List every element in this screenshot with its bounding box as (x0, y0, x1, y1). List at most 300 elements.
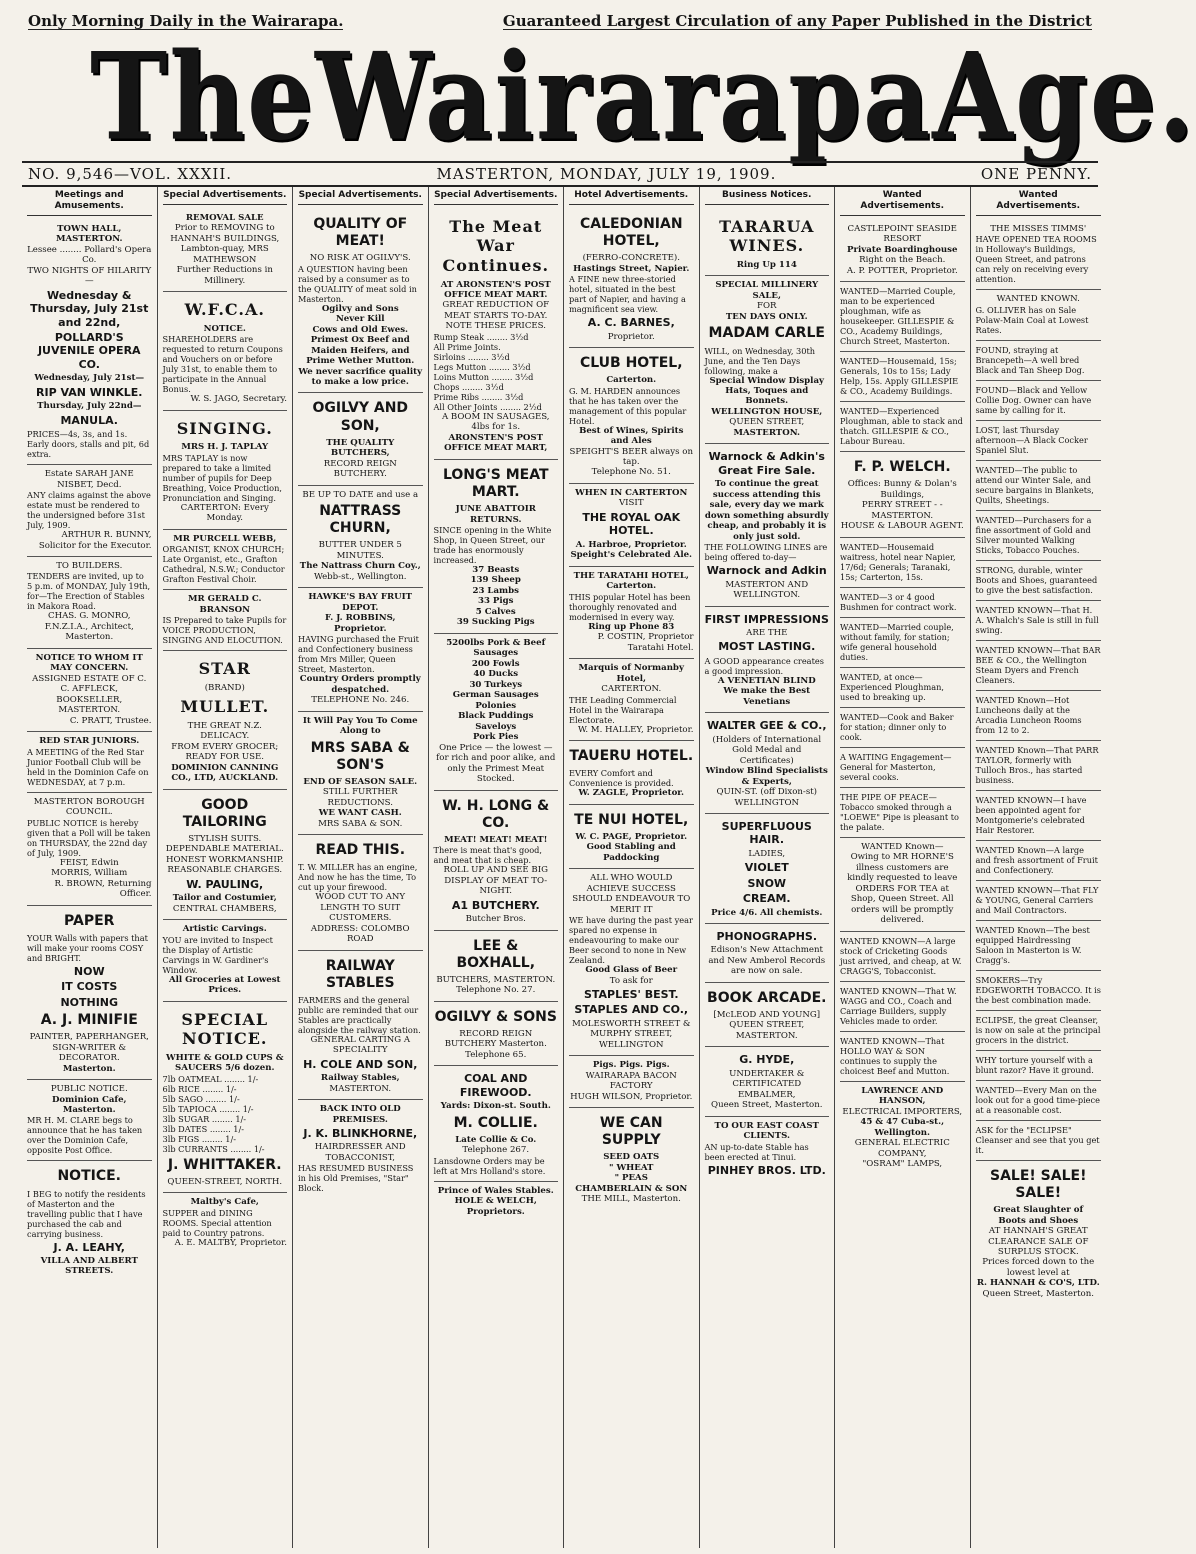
ad-line: Hastings Street, Napier. (573, 263, 690, 274)
ad-line: WOOD CUT TO ANY LENGTH TO SUIT CUSTOMERS. (315, 892, 406, 924)
ad-wanted (840, 588, 965, 618)
ad-line: Speight's Celebrated Ale. (570, 550, 693, 561)
ad-line: QUEEN-STREET, NORTH. (167, 1176, 283, 1187)
ad-line: ARONSTEN'S POST OFFICE MEAT MART, (444, 432, 548, 454)
ad-wanted (976, 341, 1102, 381)
ad-text: Prior to REMOVING to HANNAH'S BUILDINGS, Lambton-quay, MRS MATHEWSON (170, 223, 280, 265)
ad-line: Prices forced down to the lowest level at (982, 1257, 1095, 1278)
ad-text: WANTED Known—Hot Luncheons daily at the Arcadia Luncheon Rooms from 12 to 2. (975, 694, 1082, 735)
ad-line: Further Reductions in Millinery. (176, 265, 273, 286)
ad-line: SNOW (747, 876, 787, 890)
ad-line: F. J. ROBBINS, Proprietor. (324, 613, 396, 634)
ad-line: GENERAL ELECTRIC COMPANY, (854, 1138, 950, 1159)
ad-mrs-saba (298, 712, 423, 836)
ad-line: Proprietor. (607, 331, 655, 342)
list-item: 37 Beasts (472, 565, 520, 575)
ad-line: Ring Up 114 (736, 260, 797, 270)
ad-line: Good Stabling and Paddocking (586, 842, 676, 863)
ad-text: WANTED—Housemaid waitress, hotel near Napier, 17/6d; Generals; Taranaki, 15s; Carterton, 15s. (840, 541, 956, 582)
list-item: " WHEAT (609, 1162, 654, 1173)
ad-line: Prime Wether Mutton. (306, 356, 415, 367)
ad-heading: TOWN HALL, MASTERTON. (55, 223, 123, 245)
ad-signature: C. PRATT, Trustee. (69, 715, 152, 726)
ad-line: WE WANT CASH. (318, 808, 402, 819)
list-item: " PEAS (614, 1173, 648, 1184)
ad-line: RECORD REIGN BUTCHERY Masterton. (444, 1028, 547, 1050)
ad-line: Lansdowne Orders may be left at Mrs Holland's store. (433, 1155, 546, 1176)
ad-text: FOUND—Black and Yellow Collie Dog. Owner can have same by calling for it. (975, 384, 1092, 415)
ad-line: MASTERTON AND WELLINGTON. (725, 579, 809, 601)
ad-heading: WANTED KNOWN. (996, 294, 1080, 305)
ad-line: HAIRDRESSER AND TOBACCONIST, (314, 1142, 406, 1163)
ad-wanted (840, 708, 965, 748)
ad-heading: THE MISSES TIMMS' (990, 223, 1087, 234)
price-item: 3lb DATES ........ 1/- (162, 1123, 245, 1134)
ad-text: AN up-to-date Stable has been erected at Tinui. (704, 1141, 809, 1162)
ad-text: WANTED KNOWN—That BAR BEE & CO., the Wellington Steam Dyers and French Cleaners. (975, 644, 1101, 685)
ad-heading: STAR (198, 659, 251, 679)
ad-line: Special Window Display (709, 375, 825, 386)
ad-heading: NOTICE. (57, 1168, 122, 1185)
ad-line: Window Blind Specialists & Experts, (705, 766, 828, 787)
ad-line: Queen Street, Masterton. (711, 1100, 823, 1111)
ad-line: PAINTER, PAPERHANGER, SIGN-WRITER & DECORATOR. (29, 1032, 149, 1064)
ad-line: WELLINGTON HOUSE, (711, 406, 823, 417)
ad-line: 200 Fowls (471, 658, 520, 669)
ad-line: H. COLE AND SON, (303, 1057, 418, 1071)
ad-to-builders (27, 557, 152, 649)
ad-text: HAVING purchased the Fruit and Confectionery business from Mrs Miller, Queen Street, Masterton. (298, 634, 419, 675)
ad-line: JUNE ABATTOIR RETURNS. (455, 504, 536, 525)
ad-heading: PAPER (64, 912, 115, 929)
ad-line: TEN DAYS ONLY. (725, 311, 808, 322)
ad-heading: Artistic Carvings. (182, 924, 267, 935)
ad-text: MR H. M. CLARE begs to announce that he has taken over the Dominion Cafe, opposite Post Office. (27, 1115, 143, 1156)
ad-text: SMOKERS—Try EDGEWORTH TOBACCO. It is the best combination made. (975, 974, 1101, 1005)
ad-millinery-sale (705, 276, 830, 444)
ad-line: SPEIGHT'S BEER always on tap. (569, 446, 694, 467)
column-2 (158, 187, 294, 1548)
price-item: Sirloins ........ 3½d (433, 351, 510, 362)
ad-line: THE MILL, Masterton. (581, 1194, 681, 1205)
ad-line: TWO NIGHTS OF HILARITY— (27, 265, 152, 287)
ad-wanted (976, 421, 1102, 461)
ad-line: MANULA. (60, 413, 118, 427)
columns (22, 187, 1106, 1548)
ad-text: I BEG to notify the residents of Masterton and the travelling public that I have purchased the cab and carrying business. (27, 1188, 146, 1239)
ad-line: Boots and Shoes (998, 1215, 1079, 1226)
price-item: 5lb TAPIOCA ........ 1/- (162, 1103, 254, 1114)
ad-line: Saveloys (475, 721, 517, 732)
ad-line: To continue the great success attending this sale, every day we mark down something absurdly cheap, and probably it is only just sold. (704, 479, 829, 542)
ad-text: TENDERS are invited, up to 5 p.m. of MONDAY, July 19th, for—The Erection of Stables in Makora Road. (27, 571, 151, 612)
price-item: Rump Steak ........ 3½d (433, 331, 529, 342)
ad-line: ADDRESS: COLOMBO ROAD (310, 923, 410, 945)
ad-heading: Pigs. Pigs. Pigs. (592, 1060, 670, 1071)
ad-coal-firewood (434, 1066, 559, 1181)
ad-line: Best of Wines, Spirits and Ales (579, 425, 684, 447)
ad-line: QUEEN STREET, MASTERTON. (729, 1020, 805, 1041)
ad-first-impressions (705, 607, 830, 714)
ad-line: Never Kill (335, 314, 385, 325)
ad-purcell-webb (163, 530, 288, 590)
ad-text: A QUESTION having been raised by a consumer as to the QUALITY of meat sold in Masterton. (298, 263, 417, 304)
ad-line: WELLINGTON (598, 1039, 664, 1050)
ad-line: QUEEN STREET, (729, 417, 805, 428)
ad-mr-horne (840, 838, 965, 932)
ad-wanted (840, 932, 965, 982)
ad-ogilvy-and-son (298, 393, 423, 485)
title-word-wairarapa: Wairarapa (315, 25, 933, 167)
price-item: All Prime Joints. (433, 341, 501, 352)
ad-line: CARTERTON. (601, 684, 662, 695)
ad-line: A. P. POTTER, Proprietor. (846, 265, 958, 276)
issue-date: MASTERTON, MONDAY, JULY 19, 1909. (436, 165, 777, 183)
column-4 (429, 187, 565, 1548)
ad-text: WILL, on Wednesday, 30th June, and the Ten Days following, make a (704, 345, 816, 376)
ad-line: NOTHING (60, 995, 119, 1009)
ad-heading: Estate SARAH JANE NISBET, Decd. (44, 469, 134, 490)
ad-wanted (976, 881, 1102, 921)
column-1 (22, 187, 158, 1548)
ad-line: VIOLET (744, 861, 789, 875)
ad-line: J. K. BLINKHORNE, (303, 1127, 418, 1141)
ad-heading: SINGING. (176, 418, 273, 438)
ad-line: GENERAL CARTING A SPECIALITY (310, 1034, 411, 1056)
ad-line: UNDERTAKER & CERTIFICATED EMBALMER, (729, 1068, 805, 1100)
ad-text: ORGANIST, KNOX CHURCH; Late Organist, etc., Grafton Cathedral, N.S.W.; Conductor Grafton Festival Choir. (162, 544, 285, 585)
ad-wanted (976, 971, 1102, 1011)
price-item: Legs Mutton ........ 3½d (433, 361, 531, 372)
ad-signature: CHAS. G. MONRO, F.N.Z.I.A., Architect, Masterton. (44, 611, 134, 643)
ad-wanted (976, 1051, 1102, 1081)
ad-line: THE ROYAL OAK HOTEL. (582, 510, 681, 538)
ad-text: WANTED KNOWN—That HOLLO WAY & SON continues to supply the choicest Beef and Mutton. (840, 1035, 950, 1076)
ad-text: WANTED—Married couple, without family, for station; wife general household duties. (840, 621, 954, 662)
ad-line: Telephone No. 27. (456, 985, 536, 996)
ad-notice-concern (27, 649, 152, 732)
ad-text: WANTED KNOWN—A large stock of Cricketing Goods just arrived, and cheap, at W. CRAGG'S, Tobacconist. (840, 935, 962, 976)
column-heading: Wanted Advertisements. (976, 187, 1102, 216)
ad-wanted (976, 921, 1102, 971)
ad-text: SUPPER and DINING ROOMS. Special attention paid to Country patrons. (162, 1207, 272, 1238)
ad-line: BUTTER UNDER 5 MINUTES. (318, 540, 402, 561)
ad-line: Telephone 65. (465, 1049, 527, 1060)
ad-heading: WHEN IN CARTERTON (575, 487, 688, 498)
ad-superfluous-hair (705, 814, 830, 924)
price-item: 3lb SUGAR ........ 1/- (162, 1113, 247, 1124)
ad-text: WANTED Known—A large and fresh assortment of Fruit and Confectionery. (975, 844, 1098, 875)
ad-pipe-of-peace (840, 788, 965, 838)
ad-wanted (840, 282, 965, 352)
ad-line: VILLA AND ALBERT STREETS. (40, 1255, 138, 1277)
list-item: 23 Lambs (472, 585, 519, 596)
ad-text: SINCE opening in the White Shop, in Queen Street, our trade has enormously increased. (433, 525, 552, 565)
ad-wanted (976, 1121, 1102, 1161)
ad-text: HAVE OPENED TEA ROOMS in Holloway's Buildings, Queen Street, and patrons can rely on receiving every attention. (975, 234, 1097, 285)
ad-wanted (840, 1032, 965, 1082)
ad-heading: W. H. LONG & CO. (442, 797, 550, 831)
ad-good-tailoring (163, 790, 288, 920)
ad-line: A. Harbroe, Proprietor. (575, 539, 687, 550)
ad-line: MASTERTON. (733, 427, 800, 438)
ad-line: [McLEOD AND YOUNG] (713, 1009, 821, 1020)
ad-text: HAS RESUMED BUSINESS in his Old Premises, "Star" Block. (298, 1163, 414, 1194)
ad-text: T. W. MILLER has an engine, And now he has the time, To cut up your firewood. (298, 862, 418, 893)
ad-text: WANTED, at once—Experienced Ploughman, used to breaking up. (840, 671, 944, 702)
ad-wanted (976, 1081, 1102, 1121)
issue-number: NO. 9,546—VOL. XXXII. (28, 165, 233, 183)
ad-heading: LONG'S MEAT MART. (442, 466, 549, 500)
column-heading: Special Advertisements. (163, 187, 288, 205)
ad-text: A WAITING Engagement—General for Masterton, several cooks. (840, 751, 952, 782)
ad-text: ASK for the "ECLIPSE" Cleanser and see that you get it. (975, 1124, 1100, 1155)
ad-railway-stables (298, 951, 423, 1101)
ad-line: MORRIS, William (51, 868, 128, 879)
tagline-left: Only Morning Daily in the Wairarapa. (28, 12, 344, 30)
ad-heading: SPECIAL NOTICE. (181, 1009, 269, 1049)
ad-text: ASSIGNED ESTATE OF C. C. AFFLECK, BOOKSELLER, MASTERTON. (32, 673, 147, 716)
ad-line: 5200lbs Pork & Beef Sausages (446, 637, 546, 659)
price-item: 7lb OATMEAL ........ 1/- (162, 1073, 259, 1084)
ad-ogilvy-sons (434, 1002, 559, 1067)
ad-line: A BOOM IN SAUSAGES, 4lbs for 1s. (441, 411, 550, 433)
ad-special-notice (163, 1002, 288, 1194)
ad-line: PINHEY BROS. LTD. (707, 1163, 826, 1177)
tagline-right: Guaranteed Largest Circulation of any Paper Published in the District (502, 12, 1092, 30)
ad-line: M. COLLIE. (453, 1114, 538, 1131)
ad-text: WANTED—3 or 4 good Bushmen for contract work. (840, 591, 957, 612)
ad-wanted (976, 511, 1102, 561)
ad-heading: NOTICE TO WHOM IT MAY CONCERN. (35, 652, 143, 674)
column-heading: Hotel Advertisements. (569, 187, 694, 205)
ad-line: The Nattrass Churn Coy., (299, 561, 421, 572)
ad-heading: THE TARATAHI HOTEL, Carterton. (573, 570, 689, 592)
ad-text: WANTED—The public to attend our Winter Sale, and secure bargains in Blankets, Quilts, Sheetings. (975, 464, 1094, 505)
ad-wanted (976, 841, 1102, 881)
ad-line: 40 Ducks (473, 669, 519, 680)
ad-text: PUBLIC NOTICE is hereby given that a Poll will be taken on THURSDAY, the 22nd day of July, 1909. (27, 817, 151, 858)
ad-heading: F. P. WELCH. (853, 459, 951, 476)
ad-text: G. OLLIVER has on Sale Polaw-Main Coal at Lowest Rates. (975, 304, 1089, 335)
ad-line: Butcher Bros. (465, 914, 526, 925)
list-item: 33 Pigs (477, 596, 514, 607)
ad-heading: CASTLEPOINT SEASIDE RESORT (847, 223, 957, 245)
ad-line: Great Slaughter of (993, 1205, 1084, 1216)
ad-nattrass-churn (298, 486, 423, 589)
ad-artistic-carvings (163, 920, 288, 1001)
ad-line: Pork Pies (473, 732, 519, 743)
ad-seed-oats (569, 1108, 694, 1210)
ad-heading: TAUERU HOTEL. (569, 748, 694, 765)
ad-line: Right on the Beach. (859, 255, 946, 266)
ad-line: A. J. MINIFIE (40, 1012, 138, 1029)
dateline (22, 161, 1098, 187)
ad-quality-of-meat (298, 209, 423, 394)
ad-line: Carterton. (606, 375, 657, 386)
ad-wanted (840, 618, 965, 668)
ad-line: Price 4/6. All chemists. (711, 907, 823, 918)
ad-heading: FIRST IMPRESSIONS (704, 612, 829, 626)
newspaper-title (90, 25, 1196, 167)
column-8 (971, 187, 1107, 1548)
ad-wanted (976, 461, 1102, 511)
ad-text: MRS TAPLAY is now prepared to take a limited number of pupils for Deep Breathing, Voice Production, Pronunciation and Singing. (162, 452, 282, 503)
ad-line: AT HANNAH'S GREAT CLEARANCE SALE OF SURPLUS STOCK. (988, 1226, 1089, 1257)
price-item: All Other Joints ........ 2½d (433, 401, 542, 412)
ad-g-hyde (705, 1047, 830, 1116)
ad-text: G. M. HARDEN announces that he has taken over the management of this popular Hotel. (569, 385, 687, 426)
ad-heading: Maltby's Cafe, (190, 1197, 259, 1208)
ad-text: WANTED—Purchasers for a fine assortment of Gold and Silver mounted Walking Sticks, Tobacco Pouches. (975, 514, 1092, 555)
ad-wanted (976, 601, 1102, 641)
ad-text: WANTED Known—That PARR TAYLOR, formerly with Tulloch Bros., has started business. (975, 744, 1099, 785)
ad-line: Shop, Queen Street. All (850, 894, 954, 905)
ad-line: CARTERTON: Every Monday. (180, 502, 269, 524)
ad-line: Webb-st., Wellington. (313, 571, 407, 582)
ad-heading: MASTERTON BOROUGH COUNCIL. (33, 796, 145, 818)
ad-walter-gee (705, 713, 830, 814)
ad-heading: PUBLIC NOTICE. (50, 1084, 128, 1095)
column-heading: Business Notices. (705, 187, 830, 205)
ad-heading: WALTER GEE & CO., (706, 719, 827, 733)
ad-text: There is meat that's good, and meat that is cheap. (433, 845, 542, 866)
price-item: Loins Mutton ........ 3½d (433, 371, 534, 382)
ad-royal-oak (569, 484, 694, 567)
ad-heading: TE NUI HOTEL, (574, 811, 689, 828)
ad-line: Ogilvy and Sons (321, 303, 399, 314)
ad-line: HOUSE & LABOUR AGENT. (840, 521, 964, 532)
ad-line: NOW (73, 964, 105, 978)
ad-signature: R. BROWN, Returning Officer. (54, 878, 152, 900)
ad-heading: CALEDONIAN HOTEL, (579, 215, 683, 250)
ad-line: RECORD REIGN BUTCHERY. (323, 458, 397, 480)
ad-text: YOU are invited to Inspect the Display of Artistic Carvings in W. Gardiner's Window. (162, 934, 273, 975)
ad-bacon-factory (569, 1056, 694, 1108)
ad-heading: LAWRENCE AND HANSON, (861, 1085, 944, 1107)
ad-wanted (976, 741, 1102, 791)
ad-line: ROLL UP AND SEE BIG DISPLAY OF MEAT TO-NIGHT. (443, 865, 548, 897)
ad-line: RIP VAN WINKLE. (36, 385, 143, 399)
ad-heading: MR PURCELL WEBB, (173, 533, 277, 544)
ad-text: ANY claims against the above estate must be rendered to the undersigned before 31st July, 1909. (27, 490, 151, 531)
ad-line: MOST LASTING. (718, 640, 816, 654)
issue-price: ONE PENNY. (980, 165, 1092, 183)
ad-text: WANTED KNOWN—That W. WAGG and CO., Coach and Carriage Builders, supply Vehicles made to order. (840, 985, 957, 1026)
ad-line: kindly requested to leave (847, 873, 958, 884)
column-7 (835, 187, 971, 1548)
ad-line: LADIES, (748, 848, 786, 859)
ad-wanted (976, 1011, 1102, 1051)
ad-line: orders will be promptly (851, 904, 954, 915)
ad-town-hall (27, 220, 152, 465)
ad-line: Owing to MR HORNE'S (850, 852, 954, 863)
ad-line: QUIN-ST. (off Dixon-st) WELLINGTON (716, 787, 818, 808)
ad-heading: MRS SABA & SON'S (310, 739, 410, 773)
ad-wanted (840, 538, 965, 588)
ad-line: PRICES—4s, 3s, and 1s. Early doors, stalls and pit, 6d extra. (27, 429, 150, 460)
ad-line: Private Boardinghouse (847, 244, 958, 255)
ad-text: WANTED—Experienced Ploughman, able to stack and thatch. GILLESPIE & CO., Labour Bureau. (840, 406, 963, 447)
ad-line: Offices: Bunny & Dolan's Buildings, (847, 479, 957, 500)
ad-text: FOUND, straying at Brancepeth—A well bred Black and Tan Sheep Dog. (975, 344, 1085, 375)
ad-heading: CLUB HOTEL, (579, 354, 683, 371)
ad-hawkes-bay-fruit (298, 588, 423, 711)
ad-line: We never sacrifice quality to make a low price. (298, 366, 423, 387)
ad-line: MOLESWORTH STREET & MURPHY STREET, (571, 1018, 691, 1040)
ad-heading: REMOVAL SALE (185, 212, 264, 223)
ad-line: STAPLES AND CO., (574, 1003, 689, 1017)
ad-text: WE have during the past year spared no expense in endeavouring to make our Beer second to none in New Zealand. (569, 915, 693, 966)
ad-notice-leahy (27, 1161, 152, 1281)
ad-warnock-adkin (705, 444, 830, 606)
ad-wanted (840, 748, 965, 788)
ad-wanted (840, 402, 965, 452)
ad-line: delivered. (880, 915, 924, 926)
ad-line: Telephone 267. (462, 1145, 530, 1156)
ad-text: WANTED—Housemaid, 15s; Generals, 10s to 15s; Lady Help, 15s. Apply GILLESPIE & CO., Academy Buildings. (840, 356, 959, 397)
ad-text: YOUR Walls with papers that will make your rooms COSY and BRIGHT. (27, 932, 148, 963)
ad-line: END OF SEASON SALE. (303, 776, 418, 787)
ad-text: WANTED KNOWN—I have been appointed agent for Montgomerie's celebrated Hair Restorer. (975, 794, 1087, 835)
ad-text: FROM EVERY GROCER; READY FOR USE. (171, 741, 279, 763)
column-heading: Meetings and Amusements. (27, 187, 152, 216)
ad-line: FEIST, Edwin (59, 857, 119, 868)
ad-singing (163, 411, 288, 530)
ad-marquis-normanby (569, 659, 694, 741)
ad-line: Yards: Dixon-st. South. (440, 1101, 551, 1112)
list-item: 5 Calves (475, 606, 516, 617)
ad-prince-of-wales (434, 1182, 559, 1222)
ad-wfca (163, 292, 288, 410)
ad-signature: W. M. HALLEY, Proprietor. (577, 724, 694, 735)
ad-maltbys-cafe (163, 1193, 288, 1253)
ad-heading: Marquis of Normanby Hotel, (578, 663, 684, 684)
ad-line: We make the Best Venetians (723, 686, 811, 707)
list-item: 139 Sheep (470, 575, 521, 586)
ad-line: R. HANNAH & CO'S, LTD. (976, 1278, 1100, 1289)
ad-sausages (434, 634, 559, 791)
ad-signature: W. ZAGLE, Proprietor. (578, 788, 685, 799)
ad-text: A FINE new three-storied hotel, situated in the best part of Napier, and having a magnificent sea view. (569, 274, 686, 315)
ad-text: WHY torture yourself with a blunt razor? Have it ground. (975, 1054, 1094, 1075)
ad-text: THE Leading Commercial Hotel in the Wairarapa Electorate. (569, 694, 677, 725)
ad-text: Edison's New Attachment and New Amberol Records are now on sale. (708, 945, 826, 977)
ad-line: AT ARONSTEN'S POST OFFICE MEAT MART. (440, 279, 551, 300)
ad-red-star (27, 732, 152, 792)
ad-heading: GOOD TAILORING (182, 796, 267, 830)
ad-heading: COAL AND FIREWOOD. (459, 1072, 532, 1099)
column-5 (564, 187, 700, 1548)
ad-text: WANTED KNOWN—That FLY & YOUNG, General Carriers and Mail Contractors. (975, 884, 1099, 915)
ad-meat-war (434, 209, 559, 460)
ad-taueru-hotel (569, 741, 694, 805)
column-6 (700, 187, 836, 1548)
price-item: 3lb FIGS ........ 1/- (162, 1133, 236, 1144)
ad-signature: W. S. JAGO, Secretary. (190, 394, 287, 405)
ad-line: MRS H. J. TAPLAY (181, 442, 269, 453)
ad-line: WHITE & GOLD CUPS & SAUCERS 5/6 dozen. (165, 1052, 284, 1074)
ad-heading: Warnock & Adkin's Great Fire Sale. (708, 450, 825, 477)
ad-club-hotel (569, 348, 694, 484)
ad-line: MEAT! MEAT! MEAT! (444, 834, 548, 845)
ad-line: WANTED Known— (861, 841, 944, 852)
ad-wanted (976, 381, 1102, 421)
ad-lawrence-hanson (840, 1082, 965, 1175)
ad-text: ECLIPSE, the great Cleanser, is now on sale at the principal grocers in the district. (975, 1014, 1101, 1045)
list-item: 39 Sucking Pigs (456, 617, 535, 628)
ad-text: FARMERS and the general public are reminded that our Stables are practically alongside the railway station. (298, 994, 421, 1035)
